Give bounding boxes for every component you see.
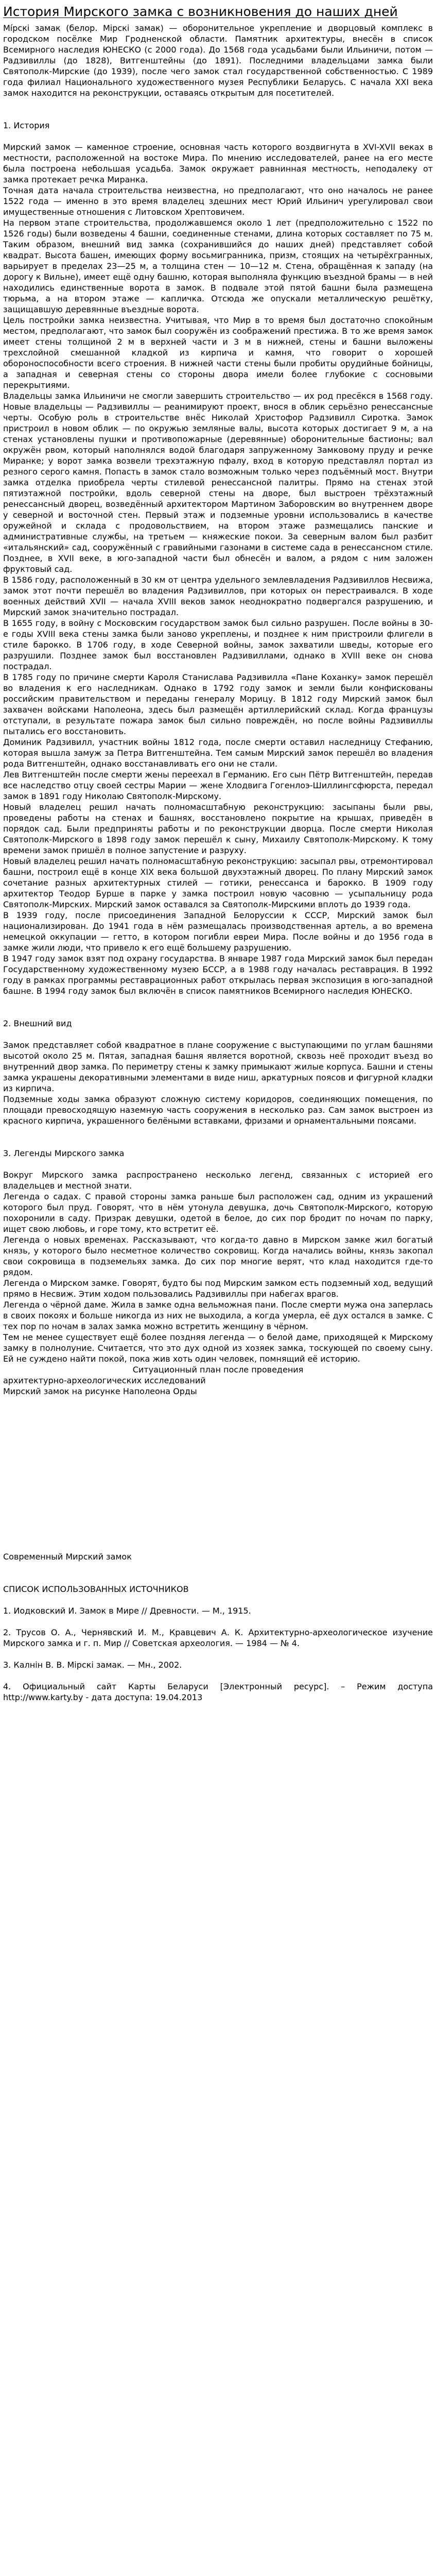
- reference-item: 4. Официальный сайт Карты Беларуси [Электронный ресурс]. – Режим доступа http://www.karty.by - дата доступа: 19.04.2013: [3, 1682, 433, 1702]
- spacer: [3, 1649, 433, 1659]
- spacer: [3, 1595, 433, 1605]
- paragraph: В 1947 году замок взят под охрану государства. В январе 1987 года Мирский замок был передан Государственному художественному музею БССР, а в 1988 году началась реставрация. В 1992 году в рамках программы реставрационных работ открылась первая экспозиция в юго-западной башне. В 1994 году замок был включён в список памятников Всемирного наследия ЮНЕСКО.: [3, 954, 433, 996]
- section-heading-history: 1. История: [3, 121, 50, 130]
- figure-placeholder: [3, 1397, 433, 1551]
- intro-paragraph: Мі́рскі замак (белор. Мірскі замак) — оборонительное укрепление и дворцовый комплекс в городском посёлке Мир Гродненской области. Памятник архитектуры, внесён в список Всемирного наследия ЮНЕСКО (с 2000 года). До 1568 года усадьбами были Ильиничи, потом — Радзивиллы (до 1828), Витгенштейны (до 1891). Последними владельцами замка были Святополк-Мирские (до 1939), после чего замок стал государственной собственностью. С 1989 года филиал Национального художественного музея Республики Беларусь. С начала XXI века замок находится на реконструкции, оставаясь открытым для посетителей.: [3, 23, 433, 98]
- references-heading: СПИСОК ИСПОЛЬЗОВАННЫХ ИСТОЧНИКОВ: [3, 1584, 189, 1594]
- spacer: [3, 98, 433, 120]
- paragraph: В 1586 году, расположенный в 30 км от центра удельного землевладения Радзивиллов Несвижа, замок этот почти перешёл во владения Радзивиллов, при которых он перестраивался. В ходе военных действий XVII — начала XVIII веков замок неоднократно подвергался разрушению, и Мирский замок значительно пострадал.: [3, 575, 433, 617]
- reference-item: 2. Трусов О. А., Чернявский И. М., Кравцевич А. К. Архитектурно-археологическое изучение Мирского замка и г. п. Мир // Советская археология. — 1984 — № 4.: [3, 1628, 433, 1648]
- section-heading-legends: 3. Легенды Мирского замка: [3, 1148, 125, 1158]
- paragraph: В 1655 году, в войну с Московским государством замок был сильно разрушен. После войны в 30-е годы XVIII века стены замка были заново укреплены, и позднее к ним пристроили флигели в стиле барокко. В 1706 году, в ходе Северной войны, замок захватили шведы, которые его разрушили. Позднее замок был восстановлен Радзивиллами, однако в XVIII веке он снова пострадал.: [3, 618, 433, 671]
- paragraph: Подземные ходы замка образуют сложную систему коридоров, соединяющих помещения, по площади превосходящую наземную часть сооружения в несколько раз. Сам замок выстроен из красного кирпича, украшенного белёными вставками, фризами и орнаментальными поясами.: [3, 1094, 433, 1126]
- spacer: [3, 1616, 433, 1627]
- paragraph: Доминик Радзивилл, участник войны 1812 года, после смерти оставил наследницу Стефанию, которая вышла замуж за Петра Витгенштейна. Тем самым Мирский замок перешёл во владения рода Витгенштейн, однако восстанавливать его они не стали.: [3, 737, 433, 769]
- paragraph: Вокруг Мирского замка распространено несколько легенд, связанных с историей его владельцев и местной знати.: [3, 1170, 433, 1191]
- reference-item: 1. Иодковский И. Замок в Мире // Древности. — М., 1915.: [3, 1606, 251, 1616]
- paragraph: Цель постройки замка неизвестна. Учитывая, что Мир в то время был достаточно спокойным местом, предполагают, что замок был сооружён из соображений престижа. В то же время замок имеет стены толщиной 2 м в верхней части и 3 м в нижней, стены и башни выложены трехслойной смешанной кладкой из кирпича и камня, что говорит о хорошей обороноспособности всего строения. В нижней части стены были пробиты орудийные бойницы, а западная и северная стены со стороны двора имели более глубокие с сосновыми перекрытиями.: [3, 315, 433, 390]
- paragraph: В 1785 году по причине смерти Кароля Станислава Радзивилла «Пане Коханку» замок перешёл во владения к его наследникам. Однако в 1792 году замок и земли были конфискованы российским правительством и переданы генералу Морицу. В 1812 году Мирский замок был захвачен войсками Наполеона, здесь был размещён артиллерийский склад. Когда французы отступали, в результате пожара замок был сильно повреждён, но после войны Радзивиллы пытались его восстановить.: [3, 672, 433, 736]
- figure-caption: Современный Мирский замок: [3, 1552, 132, 1562]
- paragraph: Новый владелец решил начать полномасштабную реконструкцию: засыпаны были рвы, проведены работы на стенах и башнях, восстановлено покрытие на крышах, приведён в порядок сад. Были предприняты работы и по реконструкции дворца. После смерти Николая Святополк-Мирского в 1898 году замок перешёл к сыну, Михаилу Святополк-Мирскому. К тому времени замок пришёл в полное запустение и разруху.: [3, 802, 433, 855]
- paragraph: Легенда о Мирском замке. Говорят, будто бы под Мирским замком есть подземный ход, ведущий прямо в Несвиж. Этим ходом пользовались Радзивиллы при набегах врагов.: [3, 1278, 433, 1299]
- spacer: [3, 1562, 433, 1584]
- paragraph: Владельцы замка Ильиничи не смогли завершить строительство — их род пресёкся в 1568 году. Новые владельцы — Радзивиллы — реанимируют проект, внося в облик серьёзно ренессансные черты. Особую роль в строительстве внёс Николай Христофор Радзивилл Сиротка. Замок пристроил в новом облик — по окружью земляные валы, высота которых достигает 9 м, а на стенах установлены пушки и противопожарные (деревянные) оборонительные бастионы; вал окружён рвом, который наполнялся водой благодаря запруженному Замковому пруду и речке Миранке; у ворот замка возвели трехэтажную пфалу, вход в которую представлял портал из резного серого камня. Попасть в замок стало возможным только через подъёмный мост. Внутри замка отделка приобрела черты стилевой ренессансной палитры. Прямо на стенах этой пятиэтажной постройки, вдоль северной стены на дворе, был выстроен трёхэтажный ренессансный дворец, возведённый архитектором Мартином Заборовским во внутреннем дворе у северной и восточной стен. Первый этаж и подземные уровни использовались в качестве оружейной и склада с продовольствием, на втором этаже размещались панские и административные службы, на третьем — княжеские покои. За северным валом был разбит «итальянский» сад, сооружённый с гравийными газонами в системе сада в ренессансном стиле. Позднее, в XVII веке, в юго-западной части был обнесён и валом, а рядом с ним заложен фруктовый сад.: [3, 391, 433, 574]
- spacer: [3, 996, 433, 1018]
- paragraph: В 1939 году, после присоединения Западной Белоруссии к СССР, Мирский замок был национализирован. До 1941 года в нём размещалась производственная артель, а во времена немецкой оккупации — гетто, в котором погибли евреи Мира. После войны и до 1956 года в замке жили люди, что привело к его ещё большему разрушению.: [3, 910, 433, 953]
- spacer: [3, 131, 433, 142]
- paragraph: Легенда о садах. С правой стороны замка раньше был расположен сад, одним из украшений которого был пруд. Говорят, что в нём утонула девушка, дочь Святополк-Мирского, которую похоронили в саду. Призрак девушки, одетой в белое, до сих пор бродит по ночам по парку, ищет свою любовь, и горе тому, кто встретит её.: [3, 1192, 433, 1234]
- paragraph: Легенда о новых временах. Рассказывают, что когда-то давно в Мирском замке жил богатый князь, у которого было несметное количество сокровищ. Когда начались войны, князь закопал свои сокровища в подземельях замка. До сих пор многие верят, что клад находится где-то рядом.: [3, 1235, 433, 1277]
- paragraph: Замок представляет собой квадратное в плане сооружение с выступающими по углам башнями высотой около 25 м. Пятая, западная башня является воротной, сквозь неё проходит въезд во внутренний двор замка. По периметру стены к замку примыкают жилые корпуса. Башни и стены замка украшены декоративными элементами в виде ниш, аркатурных поясов и фигурной кладки из кирпича.: [3, 1040, 433, 1093]
- paragraph: Тем не менее существует ещё более поздняя легенда — о белой даме, приходящей к Мирскому замку в полнолуние. Считается, что это дух одной из хозяек замка, тоскующей по своему сыну. Ей не суждено найти покой, пока жив хоть один человек, помнящий её историю.: [3, 1332, 433, 1364]
- spacer: [3, 1670, 433, 1681]
- spacer: [3, 1159, 433, 1170]
- page-title: История Мирского замка с возникновения до наших дней: [3, 4, 398, 19]
- spacer: [3, 1029, 433, 1040]
- paragraph: Новый владелец решил начать полномасштабную реконструкцию: засыпал рвы, отремонтировал башни, построил ещё в конце XIX века большой двухэтажный дворец. По плану Мирский замок сочетание разных архитектурных стилей — готики, ренессанса и барокко. В 1909 году архитектор Теодор Бурше в парке у замка построил новую часовню — усыпальницу рода Святополк-Мирских. Мирский замок оставался за Святополк-Мирскими вплоть до 1939 года.: [3, 856, 433, 909]
- reference-item: 3. Калнін В. В. Мірскі замак. — Мн., 2002.: [3, 1660, 182, 1670]
- section-heading-appearance: 2. Внешний вид: [3, 1019, 72, 1028]
- paragraph: Лев Витгенштейн после смерти жены переехал в Германию. Его сын Пётр Витгенштейн, передав все наследство отцу своей сестры Марии — жене Хлодвига Гогенлоэ-Шиллингсфюрста, передал замок в 1891 году Николаю Святополк-Мирскому.: [3, 770, 433, 801]
- figure-caption: Ситуационный план после проведения: [132, 1365, 304, 1375]
- paragraph: На первом этапе строительства, продолжавшемся около 1 лет (предположительно с 1522 по 1526 годы) были возведены 4 башни, соединенные стенами, длина которых составляет по 75 м. Таким образом, внешний вид замка (сохранившийся до наших дней) представляет собой квадрат. Высота башен, имеющих форму восьмигранника, призм, стоящих на четырёхгранных, варьирует в пределах 23—25 м, а толщина стен — 10—12 м. Стена, обращённая к западу (на дорогу к Вильне), имеет ещё одну башню, которая выполняла функцию въездной брамы — в ней находились единственные ворота в замок. В подвале этой пятой башни была размещена тюрьма, а на втором этаже — капличка. Отсюда же опускали металлическую решётку, защищавшую деревянные въездные ворота.: [3, 218, 433, 314]
- spacer: [3, 1126, 433, 1148]
- paragraph: Мирский замок — каменное строение, основная часть которого воздвигнута в XVI-XVII веках в местности, расположенной на востоке Мира. По мнению исследователей, ранее на его месте была построена небольшая усадьба. Замок окружает равнинная местность, неподалеку от замка протекает речка Миранка.: [3, 142, 433, 184]
- figure-caption: архитектурно-археологических исследований: [3, 1376, 206, 1385]
- paragraph: Легенда о чёрной даме. Жила в замке одна вельможная пани. После смерти мужа она заперлась в своих покоях и больше никогда из них не выходила, а когда умерла, её дух остался в замке. С тех пор по ночам в залах замка можно встретить женщину в чёрном.: [3, 1300, 433, 1331]
- paragraph: Точная дата начала строительства неизвестна, но предполагают, что оно началось не ранее 1522 года — именно в это время владелец здешних мест Юрий Ильинич урегулировал свои имущественные отношения с Литовском Хрептовичем.: [3, 185, 433, 217]
- figure-caption: Мирский замок на рисунке Наполеона Орды: [3, 1386, 197, 1396]
